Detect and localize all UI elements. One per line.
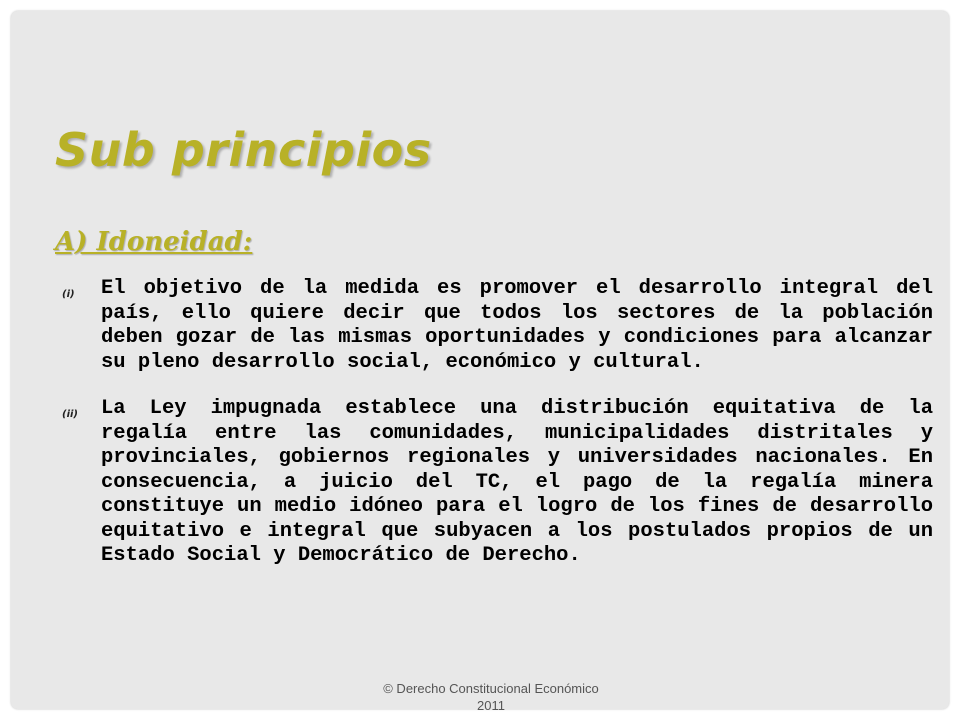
footer xyxy=(341,680,641,714)
section-heading: A) Idoneidad: xyxy=(55,227,253,257)
list-item-text: El objetivo de la medida es promover el desarrollo integral del país, ello quiere decir que todos los sectores de la población deben gozar de las mismas oportunidades y condiciones para alcanzar su pleno desarrollo social, económico y cultural. xyxy=(101,277,933,374)
footer-year: 2011 xyxy=(477,698,505,713)
slide xyxy=(11,11,949,713)
list-marker: (i) xyxy=(62,289,75,300)
slide-title: Sub principios xyxy=(55,123,432,177)
list-item-text: La Ley impugnada establece una distribución equitativa de la regalía entre las comunidades, municipalidades distritales y provinciales, gobiernos regionales y universidades nacionales. En consecuencia, a juicio del TC, el pago de la regalía minera constituye un medio idóneo para el logro de los fines de desarrollo equitativo e integral que subyacen a los postulados propios de un Estado Social y Democrático de Derecho. xyxy=(101,397,933,567)
footer-copyright: © Derecho Constitucional Económico xyxy=(383,681,599,696)
list-item xyxy=(55,277,933,375)
list-marker: (ii) xyxy=(62,409,78,420)
list-item xyxy=(55,397,933,569)
numbered-list xyxy=(55,277,933,591)
